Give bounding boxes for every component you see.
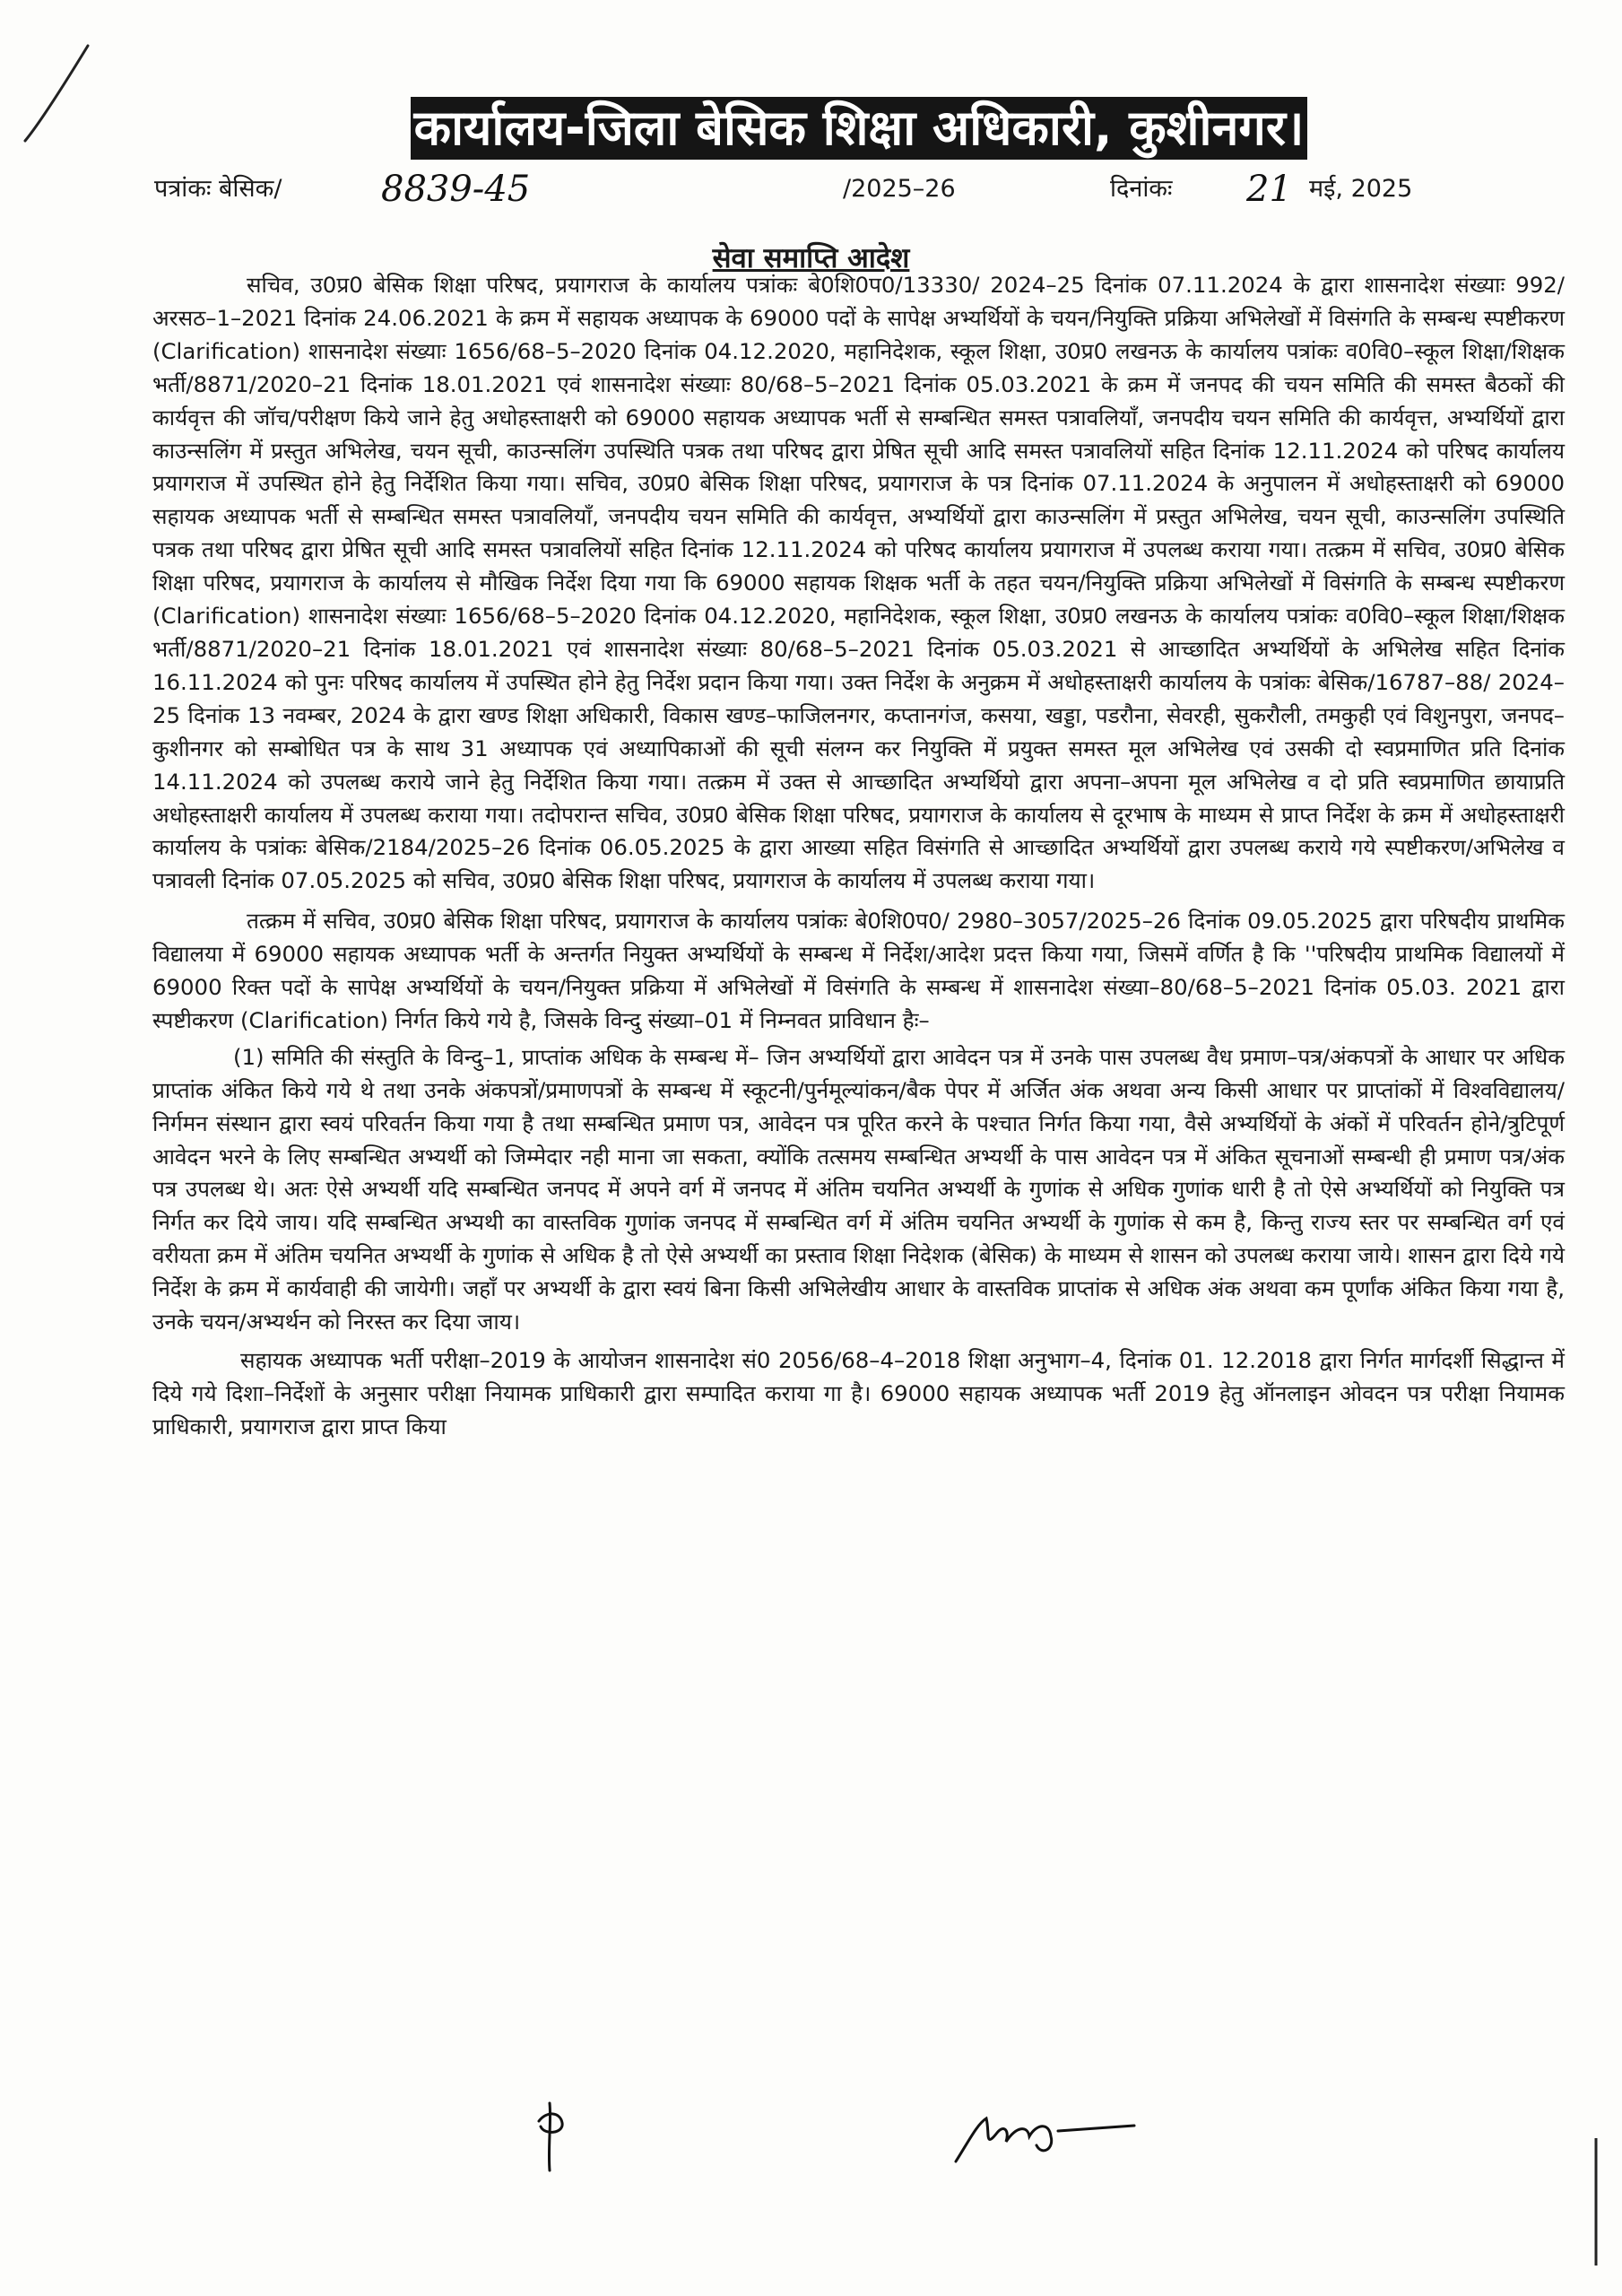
order-body <box>152 269 1565 1444</box>
office-title-banner: कार्यालय-जिला बेसिक शिक्षा अधिकारी, कुशीनगर। <box>411 97 1307 160</box>
date-day-handwritten: 21 <box>1246 169 1292 210</box>
paragraph-4: सहायक अध्यापक भर्ती परीक्षा–2019 के आयोजन शासनादेश सं0 2056/68–4–2018 शिक्षा अनुभाग–4, दिनांक 01. 12.2018 द्वारा निर्गत मार्गदर्शी सिद्धान्त में दिये गये दिशा–निर्देशों के अनुसार परीक्षा नियामक प्राधिकारी द्वारा सम्पादित कराया गा है। 69000 सहायक अध्यापक भर्ती 2019 हेतु ऑनलाइन ओवदन पत्र परीक्षा नियामक प्राधिकारी, प्रयागराज द्वारा प्राप्त किया <box>152 1347 1565 1439</box>
date-label: दिनांकः <box>1110 175 1173 203</box>
margin-bracket-mark <box>1587 2135 1605 2269</box>
ref-label: पत्रांकः बेसिक/ <box>154 175 282 203</box>
date-month-year: मई, 2025 <box>1309 175 1413 203</box>
order-title: सेवा समाप्ति आदेश <box>712 242 910 274</box>
paragraph-3: (1) समिति की संस्तुति के विन्दु–1, प्राप्तांक अधिक के सम्बन्ध में– जिन अभ्यर्थियों द्वारा आवेदन पत्र में उनके पास उपलब्ध वैध प्रमाण–पत्र/अंकपत्रों के आधार पर अधिक प्राप्तांक अंकित किये गये थे तथा उनके अंकपत्रों/प्रमाणपत्रों के सम्बन्ध में स्कूटनी/पुर्नमूल्यांकन/बैक पेपर में अर्जित अंक अथवा अन्य किसी आधार पर प्राप्तांकों में विश्वविद्यालय/निर्गमन संस्थान द्वारा स्वयं परिवर्तन किया गया है तथा सम्बन्धित प्रमाण पत्र, आवेदन पत्र पूरित करने के पश्चात निर्गत किया गया, वैसे अभ्यर्थियों के अंकों में परिवर्तन होने/त्रुटिपूर्ण आवेदन भरने के लिए सम्बन्धित अभ्यर्थी को जिम्मेदार नही माना जा सकता, क्योंकि तत्समय सम्बन्धित अभ्यर्थी के पास आवेदन पत्र में अंकित सूचनाओं सम्बन्धी ही प्रमाण पत्र/अंक पत्र उपलब्ध थे। अतः ऐसे अभ्यर्थी यदि सम्बन्धित जनपद में अपने वर्ग में जनपद में अंतिम चयनित अभ्यर्थी के गुणांक से अधिक गुणांक धारी है तो ऐसे अभ्यर्थियों को नियुक्ति पत्र निर्गत कर दिये जाय। यदि सम्बन्धित अभ्यथी का वास्तविक गुणांक जनपद में सम्बन्धित वर्ग में अंतिम चयनित अभ्यर्थी के गुणांक से कम है, किन्तु राज्य स्तर पर सम्बन्धित वर्ग एवं वरीयता क्रम में अंतिम चयनित अभ्यर्थी के गुणांक से अधिक है तो ऐसे अभ्यर्थी का प्रस्ताव शिक्षा निदेशक (बेसिक) के माध्यम से शासन को उपलब्ध कराया जाये। शासन द्वारा दिये गये निर्देश के क्रम में कार्यवाही की जायेगी। जहाँ पर अभ्यर्थी के द्वारा स्वयं बिना किसी अभिलेखीय आधार के वास्तविक प्राप्तांक से अधिक अंक अथवा कम पूर्णांक अंकित किया गया है, उनके चयन/अभ्यर्थन को निरस्त कर दिया जाय। <box>152 1043 1565 1335</box>
initial-signature-icon <box>525 2094 578 2175</box>
ref-year: /2025–26 <box>843 175 956 203</box>
officer-signature-icon <box>950 2106 1139 2169</box>
ref-number-handwritten: 8839-45 <box>381 169 531 210</box>
paragraph-1: सचिव, उ0प्र0 बेसिक शिक्षा परिषद, प्रयागराज के कार्यालय पत्रांकः बे0शि0प0/13330/ 2024–25 दिनांक 07.11.2024 के द्वारा शासनादेश संख्याः 992/अरसठ–1–2021 दिनांक 24.06.2021 के क्रम में सहायक अध्यापक के 69000 पदों के सापेक्ष अभ्यर्थियों के चयन/नियुक्ति प्रक्रिया अभिलेखों में विसंगति के सम्बन्ध स्पष्टीकरण (Clarification) शासनादेश संख्याः 1656/68–5–2020 दिनांक 04.12.2020, महानिदेशक, स्कूल शिक्षा, उ0प्र0 लखनऊ के कार्यालय पत्रांकः व0वि0–स्कूल शिक्षा/शिक्षक भर्ती/8871/2020–21 दिनांक 18.01.2021 एवं शासनादेश संख्याः 80/68–5–2021 दिनांक 05.03.2021 के क्रम में जनपद की चयन समिति की समस्त बैठकों की कार्यवृत्त की जॉच/परीक्षण किये जाने हेतु अधोहस्ताक्षरी को 69000 सहायक अध्यापक भर्ती से सम्बन्धित समस्त पत्रावलियाँ, जनपदीय चयन समिति की कार्यवृत्त, अभ्यर्थियों द्वारा काउन्सलिंग में प्रस्तुत अभिलेख, चयन सूची, काउन्सलिंग उपस्थिति पत्रक तथा परिषद द्वारा प्रेषित सूची आदि समस्त पत्रावलियों सहित दिनांक 12.11.2024 को परिषद कार्यालय प्रयागराज में उपस्थित होने हेतु निर्देशित किया गया। सचिव, उ0प्र0 बेसिक शिक्षा परिषद, प्रयागराज के पत्र दिनांक 07.11.2024 के अनुपालन में अधोहस्ताक्षरी को 69000 सहायक अध्यापक भर्ती से सम्बन्धित समस्त पत्रावलियाँ, जनपदीय चयन समिति की कार्यवृत्त, अभ्यर्थियों द्वारा काउन्सलिंग में प्रस्तुत अभिलेख, चयन सूची, काउन्सलिंग उपस्थिति पत्रक तथा परिषद द्वारा प्रेषित सूची आदि समस्त पत्रावलियों सहित दिनांक 12.11.2024 को परिषद कार्यालय प्रयागराज में उपलब्ध कराया गया। तत्क्रम में सचिव, उ0प्र0 बेसिक शिक्षा परिषद, प्रयागराज के कार्यालय से मौखिक निर्देश दिया गया कि 69000 सहायक शिक्षक भर्ती के तहत चयन/नियुक्ति प्रक्रिया अभिलेखों में विसंगति के सम्बन्ध स्पष्टीकरण (Clarification) शासनादेश संख्याः 1656/68–5–2020 दिनांक 04.12.2020, महानिदेशक, स्कूल शिक्षा, उ0प्र0 लखनऊ के कार्यालय पत्रांकः व0वि0–स्कूल शिक्षा/शिक्षक भर्ती/8871/2020–21 दिनांक 18.01.2021 एवं शासनादेश संख्याः 80/68–5–2021 दिनांक 05.03.2021 से आच्छादित अभ्यर्थियों के अभिलेख सहित दिनांक 16.11.2024 को पुनः परिषद कार्यालय में उपस्थित होने हेतु निर्देश प्रदान किया गया। उक्त निर्देश के अनुक्रम में अधोहस्ताक्षरी कार्यालय के पत्रांकः बेसिक/16787–88/ 2024–25 दिनांक 13 नवम्बर, 2024 के द्वारा खण्ड शिक्षा अधिकारी, विकास खण्ड–फाजिलनगर, कप्तानगंज, कसया, खड्डा, पडरौना, सेवरही, सुकरौली, तमकुही एवं विशुनपुरा, जनपद–कुशीनगर को सम्बोधित पत्र के साथ 31 अध्यापक एवं अध्यापिकाओं की सूची संलग्न कर नियुक्ति में प्रयुक्त समस्त मूल अभिलेख एवं उसकी दो स्वप्रमाणित प्रति दिनांक 14.11.2024 को उपलब्ध कराये जाने हेतु निर्देशित किया गया। तत्क्रम में उक्त से आच्छादित अभ्यर्थियो द्वारा अपना–अपना मूल अभिलेख व दो प्रति स्वप्रमाणित छायाप्रति अधोहस्ताक्षरी कार्यालय में उपलब्ध कराया गया। तदोपरान्त सचिव, उ0प्र0 बेसिक शिक्षा परिषद, प्रयागराज के कार्यालय से दूरभाष के माध्यम से प्राप्त निर्देश के क्रम में अधोहस्ताक्षरी कार्यालय के पत्रांकः बेसिक/2184/2025–26 दिनांक 06.05.2025 के द्वारा आख्या सहित विसंगति से आच्छादित अभ्यर्थियों द्वारा उपलब्ध कराये गये स्पष्टीकरण/अभिलेख व पत्रावली दिनांक 07.05.2025 को सचिव, उ0प्र0 बेसिक शिक्षा परिषद, प्रयागराज के कार्यालय में उपलब्ध कराया गया। <box>152 272 1565 894</box>
paragraph-2: तत्क्रम में सचिव, उ0प्र0 बेसिक शिक्षा परिषद, प्रयागराज के कार्यालय पत्रांकः बे0शि0प0/ 2980–3057/2025–26 दिनांक 09.05.2025 द्वारा परिषदीय प्राथमिक विद्यालया में 69000 सहायक अध्यापक भर्ती के अन्तर्गत नियुक्त अभ्यर्थियों के सम्बन्ध में निर्देश/आदेश प्रदत्त किया गया, जिसमें वर्णित है कि ''परिषदीय प्राथमिक विद्यालयों में 69000 रिक्त पदों के सापेक्ष अभ्यर्थियों के चयन/नियुक्त प्रक्रिया में अभिलेखों में विसंगति के सम्बन्ध में शासनादेश संख्या–80/68–5–2021 दिनांक 05.03. 2021 द्वारा स्पष्टीकरण (Clarification) निर्गत किये गये है, जिसके विन्दु संख्या–01 में निम्नवत प्राविधान हैः– <box>152 908 1565 1033</box>
check-mark-icon <box>18 40 99 148</box>
